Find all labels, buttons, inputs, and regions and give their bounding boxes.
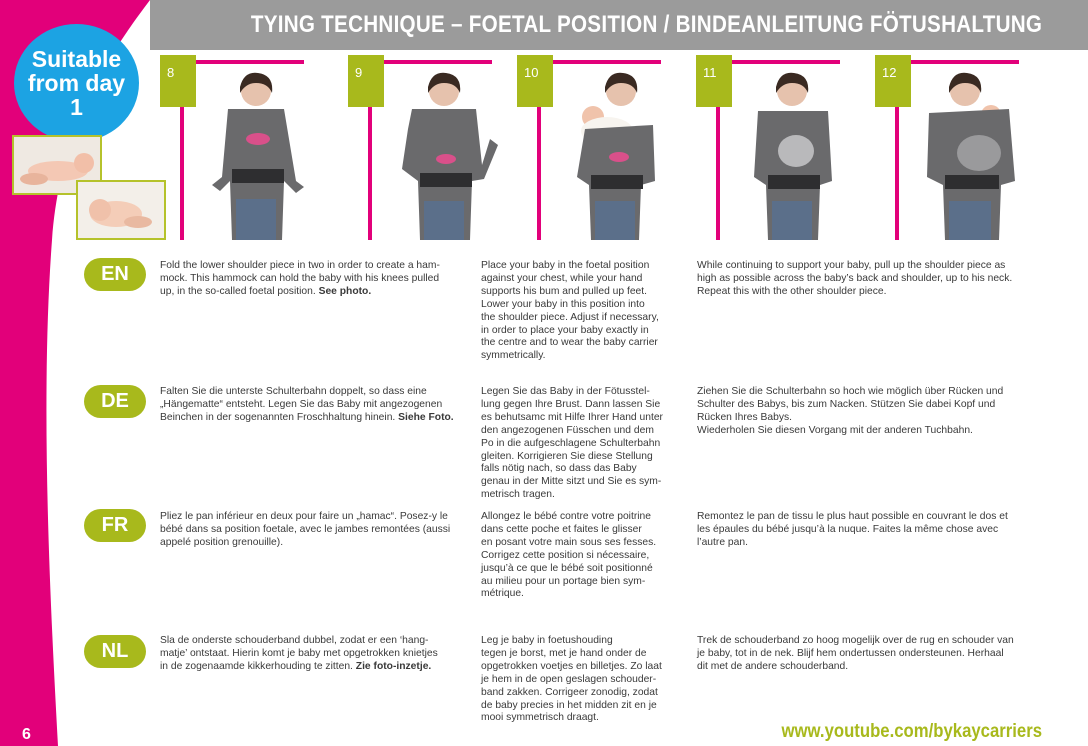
step-frame bbox=[716, 60, 840, 64]
lang-badge-nl: NL bbox=[84, 635, 146, 668]
step-photo-10 bbox=[541, 69, 677, 240]
step-frame bbox=[368, 60, 492, 64]
header-bar bbox=[150, 0, 1088, 50]
step-8 bbox=[160, 55, 325, 240]
step-10 bbox=[517, 55, 682, 240]
step-number: 9 bbox=[348, 55, 384, 107]
lang-badge-de: DE bbox=[84, 385, 146, 418]
de-step-9-10-text: Legen Sie das Baby in der Fötusstel- lung gegen Ihre Brust. Dann lassen Sie es behutsamc mit Hilfe Ihrer Hand unter den angezogenen Füsschen und dem Po in die aufgeschlagene Schulterbahn gleiten. Korrigieren Sie diese Stellung falls nötig nach, so dass das Baby genau in der Mitte sitzt und Sie es sym- metrisch tragen. bbox=[481, 386, 663, 501]
step-number: 12 bbox=[875, 55, 911, 107]
en-step-9-10-text: Place your baby in the foetal position against your chest, while your hand supports his bum and pulled up feet. Lower your baby in this position into the shoulder piece. Adjust if necessary, in order to place your baby exactly in the centre and to wear the baby carrier symmetrically. bbox=[481, 260, 659, 362]
badge-line-1: Suitable bbox=[31, 46, 122, 72]
en-step-11-12-text: While continuing to support your baby, pull up the shoulder piece as high as possible across the baby’s back and shoulder, up to his neck. Repeat this with the other shoulder piece. bbox=[697, 260, 1013, 297]
step-photo-9 bbox=[372, 69, 508, 240]
badge-line-3: 1 bbox=[70, 94, 83, 120]
en-step-8-text: Fold the lower shoulder piece in two in order to create a ham- mock. This hammock can hold the baby with his knees pulled up, in the so-called foetal position. See photo. bbox=[160, 260, 440, 297]
step-photo-11 bbox=[720, 69, 856, 240]
step-11 bbox=[696, 55, 861, 240]
lang-badge-en: EN bbox=[84, 258, 146, 291]
step-frame bbox=[895, 60, 1019, 64]
youtube-link[interactable]: www.youtube.com/bykaycarriers bbox=[781, 721, 1042, 742]
step-number: 10 bbox=[517, 55, 553, 107]
page-title: TYING TECHNIQUE – FOETAL POSITION / BINDEANLEITUNG FÖTUSHALTUNG bbox=[250, 11, 1042, 38]
step-12 bbox=[875, 55, 1040, 240]
lang-badge-fr: FR bbox=[84, 509, 146, 542]
step-frame bbox=[537, 60, 661, 64]
nl-step-8-text: Sla de onderste schouderband dubbel, zodat er een ‘hang- matje’ ontstaat. Hierin komt je baby met opgetrokken knietjes in de zogenaamde kikkerhouding te zitten. Zie foto-inzetje. bbox=[160, 635, 438, 672]
step-frame bbox=[180, 60, 304, 64]
nl-step-9-10-text: Leg je baby in foetushouding tegen je borst, met je hand onder de opgetrokken voetjes en billetjes. Zo laat je hem in de open geslagen schouder- band zakken. Corrigeer zonodig, zodat de baby precies in het midden zit en je mooi symmetrisch draagt. bbox=[481, 635, 662, 724]
step-photo-8 bbox=[184, 69, 320, 240]
nl-step-11-12-text: Trek de schouderband zo hoog mogelijk over de rug en schouder van je baby, tot in de nek. Blijf hem ondertussen ondersteunen. Herhaal dit met de andere schouderband. bbox=[697, 635, 1014, 672]
badge-line-2: from day bbox=[27, 70, 126, 96]
fr-step-9-10-text: Allongez le bébé contre votre poitrine dans cette poche et faites le glisser en posant votre main sous ses fesses. Corrigez cette position si nécessaire, jusqu’à ce que le bébé soit positionné au milieu pour un portage bien sym- métrique. bbox=[481, 511, 657, 600]
step-number: 8 bbox=[160, 55, 196, 107]
fr-step-8-text: Pliez le pan inférieur en deux pour faire un „hamac“. Posez-y le bébé dans sa position foetale, avec le jambes remontées (aussi appelé position grenouille). bbox=[160, 511, 451, 548]
step-photo-12 bbox=[899, 69, 1035, 240]
fr-step-11-12-text: Remontez le pan de tissu le plus haut possible en couvrant le dos et les épaules du bébé jusqu’à la nuque. Faites la même chose avec l’autre pan. bbox=[697, 511, 1008, 548]
step-number: 11 bbox=[696, 55, 732, 107]
step-9 bbox=[348, 55, 513, 240]
page-number: 6 bbox=[22, 726, 31, 743]
de-step-8-text: Falten Sie die unterste Schulterbahn doppelt, so dass eine „Hängematte“ entsteht. Legen Sie das Baby mit angezogenen Beinchen in der sogenannten Froschhaltung hinein. Siehe Foto. bbox=[160, 386, 454, 423]
de-step-11-12-text: Ziehen Sie die Schulterbahn so hoch wie möglich über Rücken und Schulter des Babys, bis zum Nacken. Stützen Sie dabei Kopf und Rücken Ihres Babys. Wiederholen Sie diesen Vorgang mit der anderen Tuchbahn. bbox=[697, 386, 1004, 436]
baby-photo-2 bbox=[76, 180, 166, 240]
suitable-badge bbox=[14, 24, 139, 142]
